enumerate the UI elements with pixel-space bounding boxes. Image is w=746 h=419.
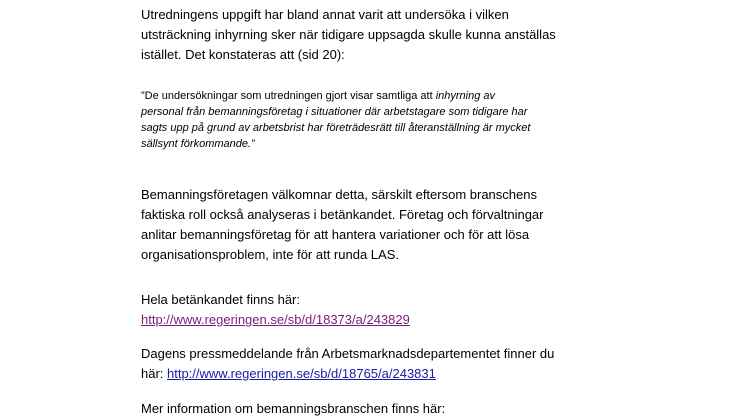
response-paragraph xyxy=(141,185,611,265)
response-line-2: faktiska roll också analyseras i betänkandet. Företag och förvaltningar xyxy=(141,207,544,222)
intro-line-3: istället. Det konstateras att (sid 20): xyxy=(141,47,345,62)
more-info-paragraph xyxy=(141,399,611,419)
press-release-link[interactable]: http://www.regeringen.se/sb/d/18765/a/243831 xyxy=(167,366,436,381)
response-line-3: anlitar bemanningsföretag för att hantera variationer och för att lösa xyxy=(141,227,530,242)
press-release-prefix: här: xyxy=(141,366,168,381)
press-release-line-1: Dagens pressmeddelande från Arbetsmarknadsdepartementet finner du xyxy=(141,346,555,361)
quote-line-4: sällsynt förkommande.” xyxy=(141,138,255,150)
response-line-1: Bemanningsföretagen välkomnar detta, särskilt eftersom branschens xyxy=(141,187,537,202)
press-release-paragraph xyxy=(141,344,611,384)
quote-line-1-italic: inhyrning av xyxy=(435,90,496,102)
quote-paragraph xyxy=(141,88,611,152)
response-line-4: organisationsproblem, inte för att runda LAS. xyxy=(141,247,399,262)
full-report-link[interactable]: http://www.regeringen.se/sb/d/18373/a/243829 xyxy=(141,312,410,327)
intro-line-2: utsträckning inhyrning sker när tidigare uppsagda skulle kunna anställas xyxy=(141,27,556,42)
press-release-line-2 xyxy=(141,364,611,384)
full-report-paragraph xyxy=(141,290,611,330)
quote-line-1 xyxy=(141,88,611,104)
full-report-label: Hela betänkandet finns här: xyxy=(141,292,300,307)
quote-line-3: sagts upp på grund av arbetsbrist har företrädesrätt till återanställning är mycket xyxy=(141,122,531,134)
quote-line-2: personal från bemanningsföretag i situationer där arbetstagare som tidigare har xyxy=(141,106,528,118)
intro-paragraph xyxy=(141,5,611,65)
quote-line-1-plain: ”De undersökningar som utredningen gjort visar samtliga att xyxy=(141,90,436,102)
intro-line-1: Utredningens uppgift har bland annat varit att undersöka i vilken xyxy=(141,7,509,22)
more-info-label: Mer information om bemanningsbranschen finns här: xyxy=(141,401,446,416)
